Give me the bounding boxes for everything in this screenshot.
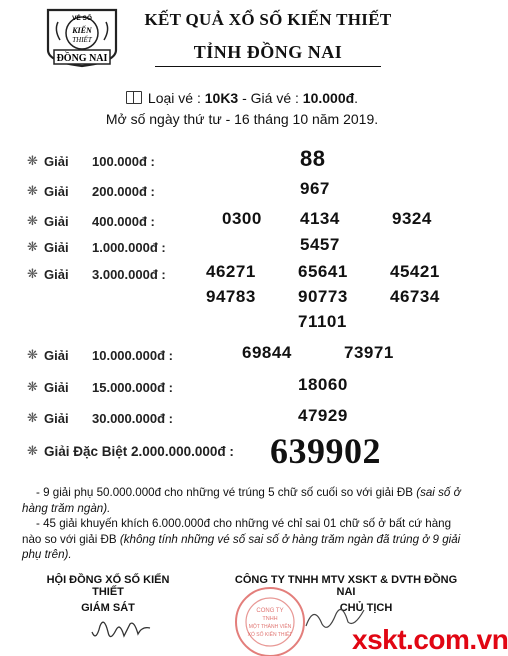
prize-row: ❋ Giải 3.000.000đ : 46271 65641 45421 94783 90773 46734 71101 [27,262,440,331]
svg-text:XỔ SỐ KIẾN THIẾT: XỔ SỐ KIẾN THIẾT [247,632,293,638]
prize-number: 5457 [300,235,340,254]
special-prize-label: Giải Đặc Biệt 2.000.000.000đ : [44,444,234,459]
company-stamp [230,582,310,656]
prize-notes: - 9 giải phụ 50.000.000đ cho những vé trúng 5 chữ số cuối so với giải ĐB (sai số ở hàng trăm ngàn). - 45 giải khuyến khích 6.000.000đ cho những vé chỉ sai 01 chữ số ở bất cứ hàng nào so với giải ĐB (không tính những vé số sai số ở hàng trăm ngàn đã trúng ở 9 giải phụ trên). [22,486,461,561]
ticket-info: Loại vé : 10K3 - Giá vé : 10.000đ. [0,90,484,106]
prize-number: 45421 [390,262,440,281]
prize-number: 46734 [390,287,440,306]
prize-number: 9324 [392,209,432,228]
svg-text:MỘT THÀNH VIÊN: MỘT THÀNH VIÊN [248,624,292,630]
special-prize-row [0,431,484,476]
prize-number: 90773 [298,287,348,306]
prize-number: 4134 [300,209,340,228]
prize-number: 94783 [206,287,256,306]
page-title: KẾT QUẢ XỔ SỐ KIẾN THIẾT [144,10,392,29]
prize-number: 0300 [222,209,262,228]
flower-bullet-icon: ❋ [27,266,38,281]
prize-number: 71101 [298,312,347,331]
flower-bullet-icon: ❋ [27,183,38,198]
supervisor-signature-block: HỘI ĐỒNG XỔ SỐ KIẾN THIẾT GIÁM SÁT [46,574,170,614]
prize-number: 88 [300,146,326,171]
prize-number: 18060 [298,375,348,394]
prize-row: ❋ Giải 15.000.000đ : 18060 [27,375,348,395]
title-underline [155,66,381,67]
flower-bullet-icon: ❋ [27,379,38,394]
supervisor-signature [86,612,156,648]
svg-text:TNHH: TNHH [262,616,278,622]
province-title: TỈNH ĐỒNG NAI [193,42,343,62]
prize-row: ❋ Giải 10.000.000đ : 69844 73971 [27,343,394,363]
ticket-price: 10.000đ [302,90,355,106]
dong-nai-lottery-logo [44,6,120,70]
svg-text:KIẾN: KIẾN [72,26,92,35]
prize-number: 69844 [242,343,292,362]
prize-number: 46271 [206,262,256,281]
flower-bullet-icon: ❋ [27,213,38,228]
chairman-signature-block: CÔNG TY TNHH MTV XSKT & DVTH ĐỒNG NAI CHỦ TỊCH [234,574,458,614]
flower-bullet-icon: ❋ [27,443,38,458]
flower-bullet-icon: ❋ [27,410,38,425]
prize-row: ❋ Giải 30.000.000đ : 47929 [27,406,348,426]
prize-row: ❋ Giải 200.000đ : 967 [27,179,330,199]
svg-text:THIẾT: THIẾT [72,36,92,44]
svg-text:CÔNG TY: CÔNG TY [256,608,284,614]
prize-number: 73971 [344,343,394,362]
prize-number: 65641 [298,262,348,281]
prize-number: 47929 [298,406,348,425]
svg-text:VÉ SỐ: VÉ SỐ [72,15,92,22]
prize-row: ❋ Giải 100.000đ : 88 [27,146,326,171]
draw-date: Mở số ngày thứ tư - 16 tháng 10 năm 2019. [105,111,379,127]
flower-bullet-icon: ❋ [27,347,38,362]
flower-bullet-icon: ❋ [27,239,38,254]
ticket-type: 10K3 [204,90,239,106]
svg-text:ĐỒNG NAI: ĐỒNG NAI [56,53,108,64]
note-consolation-prizes: - 45 giải khuyến khích 6.000.000đ cho những vé chỉ sai 01 chữ số ở bất cứ hàng nào so với giải ĐB [22,517,452,546]
flower-bullet-icon: ❋ [27,153,38,168]
book-icon [126,91,142,104]
prize-row: ❋ Giải 1.000.000đ : 5457 [27,235,340,255]
prize-number: 967 [300,179,330,198]
prize-row: ❋ Giải 400.000đ : 0300 4134 9324 [27,209,432,229]
note-sub-prizes: - 9 giải phụ 50.000.000đ cho những vé trúng 5 chữ số cuối so với giải ĐB [36,486,413,499]
special-prize-number: 639902 [270,431,381,471]
watermark-brand: xskt.com.vn [352,624,508,655]
